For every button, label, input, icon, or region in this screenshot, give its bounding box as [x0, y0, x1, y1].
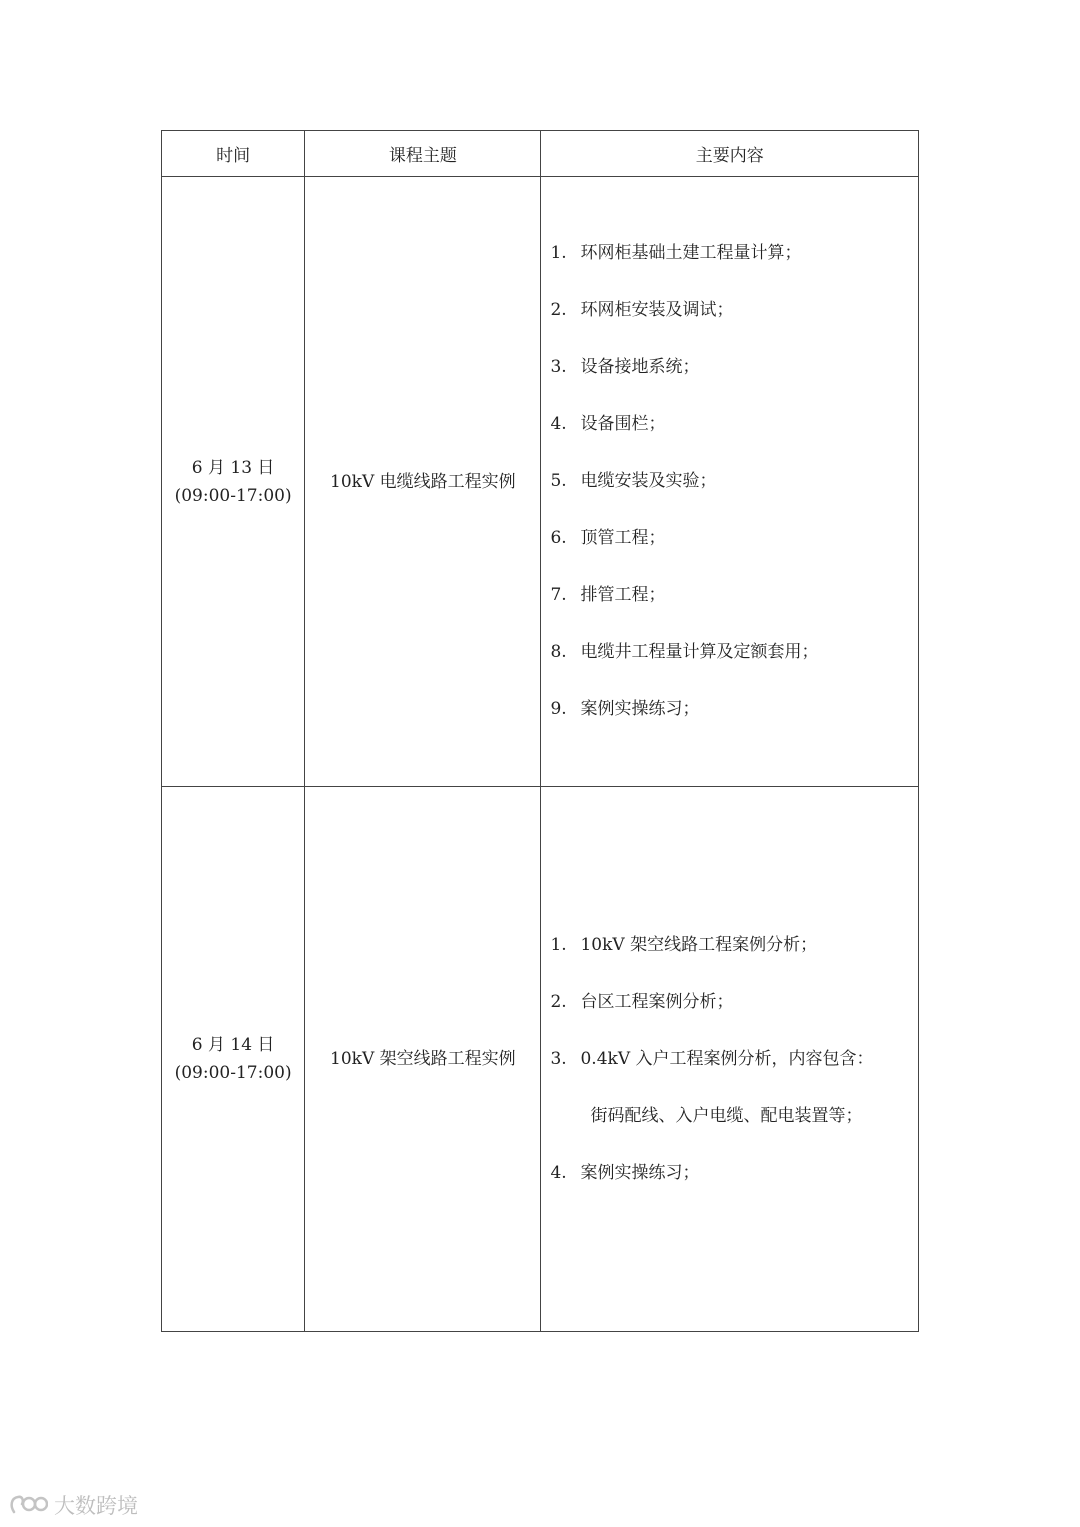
list-item: 4. 案例实操练习；	[550, 1162, 700, 1183]
topic-cell: 10kV 电缆线路工程实例	[305, 177, 541, 787]
list-item: 2. 环网柜安装及调试；	[550, 300, 734, 320]
list-item: 9. 案例实操练习；	[550, 699, 700, 719]
header-content: 主要内容	[541, 131, 919, 177]
schedule-table	[161, 130, 919, 1332]
list-item: 1. 10kV 架空线路工程案例分析；	[550, 934, 818, 955]
watermark-text: 大数跨境	[54, 1494, 138, 1518]
session-hours: (09:00-17:00)	[174, 485, 292, 506]
list-item: 7. 排管工程；	[550, 585, 666, 605]
list-item: 6. 顶管工程；	[550, 528, 666, 548]
header-time: 时间	[162, 131, 305, 177]
list-item: 3. 设备接地系统；	[550, 357, 700, 377]
watermark	[8, 1490, 138, 1520]
header-topic: 课程主题	[305, 131, 541, 177]
time-cell	[162, 177, 305, 787]
list-item: 3. 0.4kV 入户工程案例分析，内容包含：	[550, 1048, 874, 1069]
list-item: 1. 环网柜基础土建工程量计算；	[550, 243, 802, 263]
content-cell	[541, 787, 919, 1332]
content-list	[550, 917, 918, 1202]
topic-cell: 10kV 架空线路工程实例	[305, 787, 541, 1332]
time-cell	[162, 787, 305, 1332]
list-item: 2. 台区工程案例分析；	[550, 991, 734, 1012]
session-hours: (09:00-17:00)	[174, 1063, 292, 1083]
content-list	[550, 225, 918, 738]
list-item: 8. 电缆井工程量计算及定额套用；	[550, 642, 819, 662]
session-date: 6 月 14 日	[191, 1035, 275, 1055]
table-row	[162, 177, 919, 787]
list-item: 4. 设备围栏；	[550, 414, 666, 434]
session-date: 6 月 13 日	[191, 457, 275, 478]
brand-logo-icon	[8, 1492, 48, 1518]
content-cell	[541, 177, 919, 787]
list-item-continuation: 街码配线、入户电缆、配电装置等；	[590, 1105, 863, 1126]
table-row	[162, 787, 919, 1332]
list-item: 5. 电缆安装及实验；	[550, 471, 717, 491]
header-row	[162, 131, 919, 177]
